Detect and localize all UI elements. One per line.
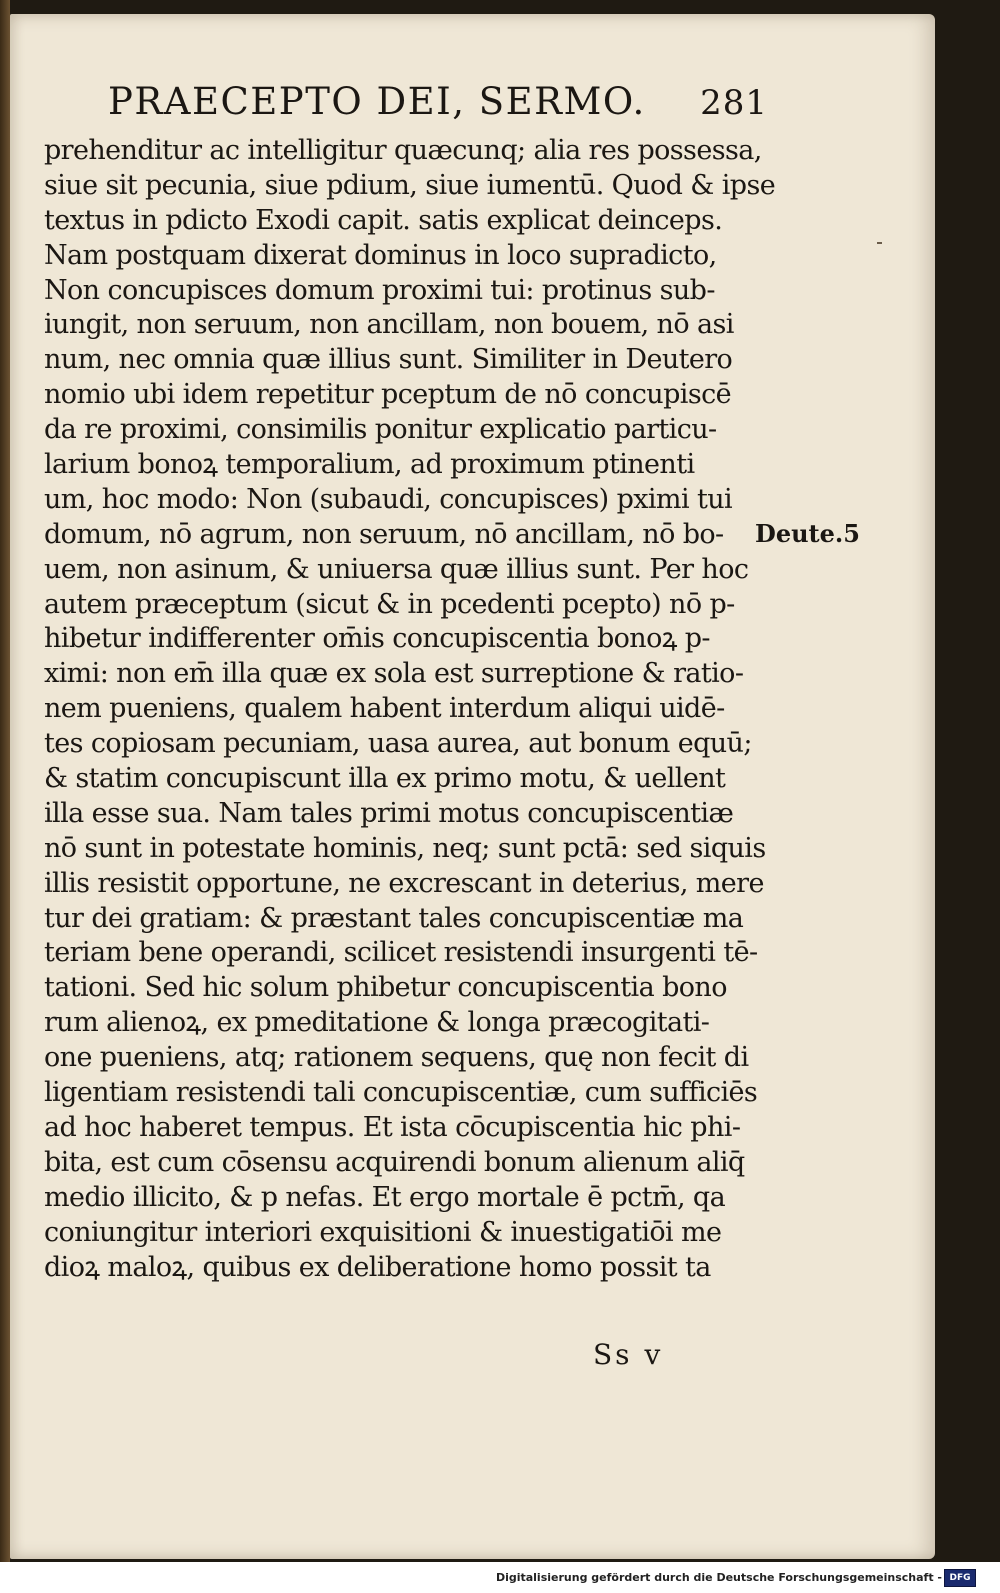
text-line: coniungitur interiori exquisitioni & inuestigatiōi me [44, 1216, 722, 1248]
text-line: illa esse sua. Nam tales primi motus concupiscentiæ [44, 797, 734, 829]
text-line: ximi: non em̄ illa quæ ex sola est surreptione & ratio- [44, 658, 744, 690]
text-line: nem pueniens, qualem habent interdum aliqui uidē- [44, 693, 725, 725]
text-line: siue sit pecunia, siue pdium, siue iumentū. Quod & ipse [44, 169, 776, 201]
funding-credit: Digitalisierung gefördert durch die Deutsche Forschungsgemeinschaft - [495, 1571, 942, 1584]
text-line: da re proximi, consimilis ponitur explicatio particu- [44, 414, 717, 446]
text-line: uem, non asinum, & uniuersa quæ illius sunt. Per hoc [44, 553, 749, 585]
text-line: iungit, non seruum, non ancillam, non bouem, nō asi [44, 309, 734, 341]
text-line: um, hoc modo: Non (subaudi, concupisces) pximi tui [44, 483, 733, 515]
dfg-logo: DFG [944, 1569, 976, 1587]
text-line: tationi. Sed hic solum phibetur concupiscentia bono [44, 972, 727, 1004]
text-line: one pueniens, atq; rationem sequens, quę non fecit di [44, 1042, 749, 1074]
text-line: ad hoc haberet tempus. Et ista cōcupiscentia hic phi- [44, 1111, 741, 1143]
text-line: illis resistit opportune, ne excrescant in deterius, mere [44, 867, 764, 899]
signature-mark: Ss v [593, 1338, 664, 1371]
text-line: rum alienoꝝ, ex pmeditatione & longa præcogitati- [44, 1007, 710, 1039]
text-line: & statim concupiscunt illa ex primo motu, & uellent [44, 763, 726, 795]
text-line: nō sunt in potestate hominis, neq; sunt pctā: sed siquis [44, 832, 766, 864]
text-line: Non concupisces domum proximi tui: protinus sub- [44, 274, 715, 306]
text-line: medio illicito, & p nefas. Et ergo mortale ē pctm̄, qa [44, 1181, 726, 1213]
body-text [44, 134, 774, 1285]
text-line: hibetur indifferenter om̄is concupiscentia bonoꝝ p- [44, 623, 710, 655]
text-line: domum, nō agrum, non seruum, nō ancillam, nō bo- [44, 518, 724, 550]
text-line: num, nec omnia quæ illius sunt. Similiter in Deutero [44, 344, 733, 376]
text-line: larium bonoꝝ temporalium, ad proximum ptinenti [44, 449, 695, 481]
running-head [108, 80, 768, 132]
ink-speck [875, 240, 885, 246]
marginal-note: Deute.5 [755, 519, 860, 548]
text-line: prehenditur ac intelligitur quæcunq; alia res possessa, [44, 135, 762, 166]
text-line: tur dei gratiam: & præstant tales concupiscentiæ ma [44, 902, 744, 934]
text-line: ligentiam resistendi tali concupiscentiæ, cum sufficiēs [44, 1077, 758, 1109]
text-line: tes copiosam pecuniam, uasa aurea, aut bonum equū; [44, 728, 752, 760]
text-line: textus in pdicto Exodi capit. satis explicat deinceps. [44, 204, 723, 236]
text-line: teriam bene operandi, scilicet resistendi insurgenti tē- [44, 937, 758, 969]
text-line: Nam postquam dixerat dominus in loco supradicto, [44, 239, 717, 271]
book-binding-edge [0, 0, 10, 1562]
running-head-title: PRAECEPTO DEI, SERMO. [108, 80, 646, 123]
page-number: 281 [700, 83, 768, 123]
text-line: nomio ubi idem repetitur pceptum de nō concupiscē [44, 379, 731, 411]
text-line: dioꝝ maloꝝ, quibus ex deliberatione homo possit ta [44, 1251, 711, 1283]
text-line: autem præceptum (sicut & in pcedenti pcepto) nō p- [44, 588, 735, 620]
text-line: bita, est cum cōsensu acquirendi bonum alienum aliq̄ [44, 1146, 745, 1178]
